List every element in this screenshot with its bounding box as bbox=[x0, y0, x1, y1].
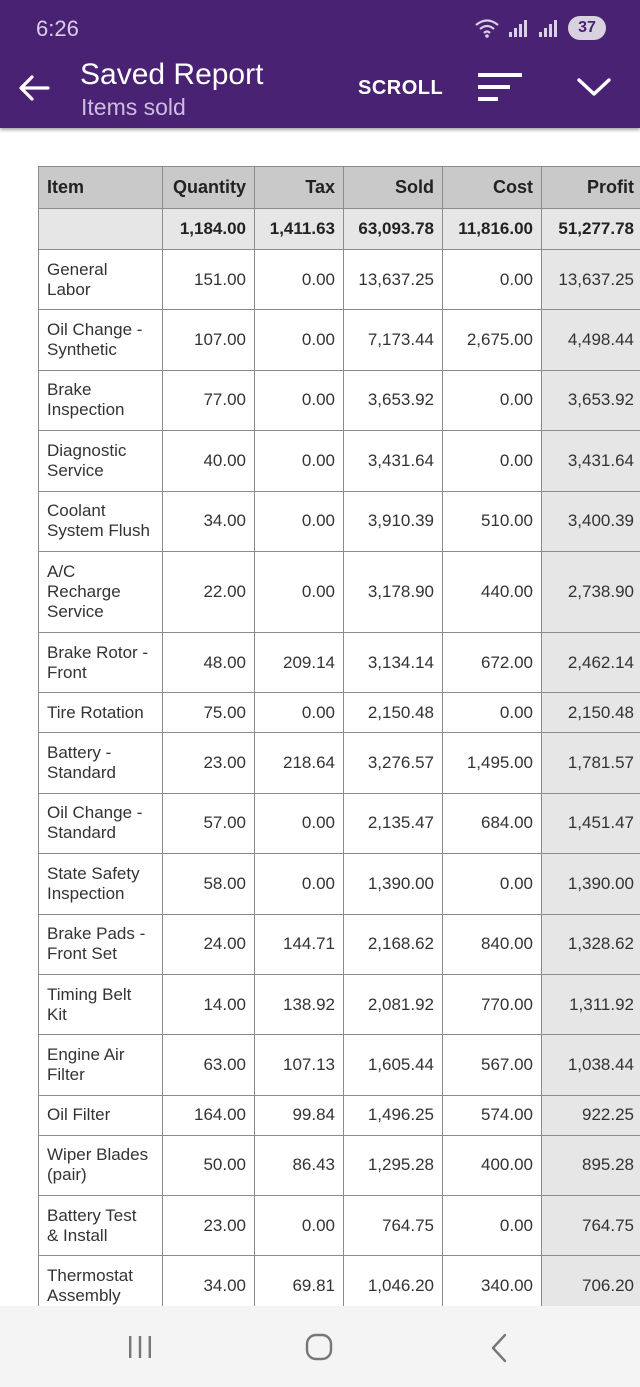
quantity-cell: 34.00 bbox=[163, 491, 255, 551]
item-name-cell: Brake Pads - Front Set bbox=[39, 914, 163, 974]
quantity-cell: 34.00 bbox=[163, 1256, 255, 1306]
profit-cell: 706.20 bbox=[542, 1256, 640, 1306]
quantity-cell: 151.00 bbox=[163, 250, 255, 310]
arrow-left-icon bbox=[18, 74, 50, 102]
item-name-cell: Oil Change - Standard bbox=[39, 793, 163, 853]
tax-cell: 69.81 bbox=[255, 1256, 344, 1306]
table-row[interactable] bbox=[39, 1196, 640, 1256]
item-name-cell: Diagnostic Service bbox=[39, 431, 163, 491]
table-row[interactable] bbox=[39, 491, 640, 551]
sold-cell: 3,653.92 bbox=[344, 370, 443, 430]
sold-cell: 2,150.48 bbox=[344, 693, 443, 733]
system-back-button[interactable] bbox=[488, 1332, 510, 1369]
profit-cell: 2,462.14 bbox=[542, 632, 640, 692]
status-time: 6:26 bbox=[36, 16, 79, 41]
totals-sold: 63,093.78 bbox=[344, 209, 443, 250]
tax-cell: 0.00 bbox=[255, 854, 344, 914]
cost-cell: 0.00 bbox=[443, 1196, 542, 1256]
expand-button[interactable] bbox=[574, 72, 614, 104]
quantity-cell: 57.00 bbox=[163, 793, 255, 853]
tax-cell: 0.00 bbox=[255, 793, 344, 853]
quantity-cell: 40.00 bbox=[163, 431, 255, 491]
sort-menu-button[interactable] bbox=[476, 70, 524, 106]
quantity-cell: 63.00 bbox=[163, 1035, 255, 1095]
quantity-cell: 48.00 bbox=[163, 632, 255, 692]
cost-cell: 400.00 bbox=[443, 1135, 542, 1195]
tax-cell: 86.43 bbox=[255, 1135, 344, 1195]
tax-cell: 209.14 bbox=[255, 632, 344, 692]
item-name-cell: Timing Belt Kit bbox=[39, 974, 163, 1034]
item-name-cell: Battery Test & Install bbox=[39, 1196, 163, 1256]
table-row[interactable] bbox=[39, 793, 640, 853]
profit-cell: 1,451.47 bbox=[542, 793, 640, 853]
tax-cell: 107.13 bbox=[255, 1035, 344, 1095]
cost-cell: 574.00 bbox=[443, 1095, 542, 1135]
quantity-cell: 107.00 bbox=[163, 310, 255, 370]
profit-cell: 2,150.48 bbox=[542, 693, 640, 733]
wifi-icon bbox=[474, 17, 500, 39]
profit-cell: 1,038.44 bbox=[542, 1035, 640, 1095]
profit-cell: 1,390.00 bbox=[542, 854, 640, 914]
page-subtitle: Items sold bbox=[81, 94, 186, 120]
profit-cell: 3,431.64 bbox=[542, 431, 640, 491]
item-name-cell: A/C Recharge Service bbox=[39, 551, 163, 632]
column-header-sold[interactable]: Sold bbox=[344, 167, 443, 209]
profit-cell: 3,400.39 bbox=[542, 491, 640, 551]
item-name-cell: Oil Change - Synthetic bbox=[39, 310, 163, 370]
sold-cell: 13,637.25 bbox=[344, 250, 443, 310]
tax-cell: 0.00 bbox=[255, 250, 344, 310]
sold-cell: 3,178.90 bbox=[344, 551, 443, 632]
table-row[interactable] bbox=[39, 693, 640, 733]
sold-cell: 3,431.64 bbox=[344, 431, 443, 491]
tax-cell: 99.84 bbox=[255, 1095, 344, 1135]
sold-cell: 1,295.28 bbox=[344, 1135, 443, 1195]
table-row[interactable] bbox=[39, 1135, 640, 1195]
table-row[interactable] bbox=[39, 974, 640, 1034]
table-row[interactable] bbox=[39, 854, 640, 914]
system-nav-bar bbox=[0, 1306, 640, 1387]
column-header-quantity[interactable]: Quantity bbox=[163, 167, 255, 209]
items-sold-table bbox=[38, 166, 640, 1306]
sold-cell: 3,134.14 bbox=[344, 632, 443, 692]
sold-cell: 1,390.00 bbox=[344, 854, 443, 914]
quantity-cell: 14.00 bbox=[163, 974, 255, 1034]
sold-cell: 3,276.57 bbox=[344, 733, 443, 793]
profit-cell: 1,311.92 bbox=[542, 974, 640, 1034]
profit-cell: 895.28 bbox=[542, 1135, 640, 1195]
sold-cell: 2,168.62 bbox=[344, 914, 443, 974]
item-name-cell: Engine Air Filter bbox=[39, 1035, 163, 1095]
signal-icon-2 bbox=[538, 18, 560, 38]
quantity-cell: 50.00 bbox=[163, 1135, 255, 1195]
home-button[interactable] bbox=[304, 1332, 334, 1367]
profit-cell: 13,637.25 bbox=[542, 250, 640, 310]
sold-cell: 764.75 bbox=[344, 1196, 443, 1256]
quantity-cell: 24.00 bbox=[163, 914, 255, 974]
column-header-profit[interactable]: Profit bbox=[542, 167, 640, 209]
table-row[interactable] bbox=[39, 551, 640, 632]
cost-cell: 440.00 bbox=[443, 551, 542, 632]
table-header-row bbox=[39, 167, 640, 209]
item-name-cell: Thermostat Assembly bbox=[39, 1256, 163, 1306]
totals-cost: 11,816.00 bbox=[443, 209, 542, 250]
profit-cell: 1,781.57 bbox=[542, 733, 640, 793]
sold-cell: 2,135.47 bbox=[344, 793, 443, 853]
sold-cell: 7,173.44 bbox=[344, 310, 443, 370]
table-row[interactable] bbox=[39, 370, 640, 430]
tax-cell: 0.00 bbox=[255, 551, 344, 632]
quantity-cell: 22.00 bbox=[163, 551, 255, 632]
cost-cell: 510.00 bbox=[443, 491, 542, 551]
profit-cell: 2,738.90 bbox=[542, 551, 640, 632]
item-name-cell: Tire Rotation bbox=[39, 693, 163, 733]
page-title: Saved Report bbox=[80, 58, 264, 91]
cost-cell: 567.00 bbox=[443, 1035, 542, 1095]
signal-icon bbox=[508, 18, 530, 38]
app-bar bbox=[0, 0, 640, 128]
item-name-cell: Wiper Blades (pair) bbox=[39, 1135, 163, 1195]
item-name-cell: Brake Inspection bbox=[39, 370, 163, 430]
home-icon bbox=[304, 1332, 334, 1362]
report-content[interactable] bbox=[0, 128, 640, 1306]
back-button[interactable] bbox=[14, 68, 54, 108]
item-name-cell: Coolant System Flush bbox=[39, 491, 163, 551]
quantity-cell: 58.00 bbox=[163, 854, 255, 914]
quantity-cell: 164.00 bbox=[163, 1095, 255, 1135]
cost-cell: 684.00 bbox=[443, 793, 542, 853]
quantity-cell: 23.00 bbox=[163, 733, 255, 793]
cost-cell: 0.00 bbox=[443, 431, 542, 491]
tax-cell: 0.00 bbox=[255, 1196, 344, 1256]
totals-tax: 1,411.63 bbox=[255, 209, 344, 250]
cost-cell: 0.00 bbox=[443, 250, 542, 310]
profit-cell: 4,498.44 bbox=[542, 310, 640, 370]
recent-apps-icon bbox=[126, 1334, 154, 1360]
table-row[interactable] bbox=[39, 632, 640, 692]
cost-cell: 0.00 bbox=[443, 854, 542, 914]
profit-cell: 3,653.92 bbox=[542, 370, 640, 430]
column-header-item[interactable]: Item bbox=[39, 167, 163, 209]
cost-cell: 1,495.00 bbox=[443, 733, 542, 793]
table-row[interactable] bbox=[39, 1256, 640, 1306]
quantity-cell: 77.00 bbox=[163, 370, 255, 430]
column-header-cost[interactable]: Cost bbox=[443, 167, 542, 209]
chevron-left-icon bbox=[488, 1332, 510, 1364]
item-name-cell: State Safety Inspection bbox=[39, 854, 163, 914]
tax-cell: 138.92 bbox=[255, 974, 344, 1034]
cost-cell: 2,675.00 bbox=[443, 310, 542, 370]
sort-lines-icon bbox=[476, 70, 524, 104]
sold-cell: 1,046.20 bbox=[344, 1256, 443, 1306]
sold-cell: 1,496.25 bbox=[344, 1095, 443, 1135]
table-row[interactable] bbox=[39, 431, 640, 491]
battery-icon: 37 bbox=[568, 16, 606, 40]
item-name-cell: Oil Filter bbox=[39, 1095, 163, 1135]
sold-cell: 2,081.92 bbox=[344, 974, 443, 1034]
scroll-button[interactable]: SCROLL bbox=[358, 77, 444, 99]
tax-cell: 0.00 bbox=[255, 310, 344, 370]
totals-profit: 51,277.78 bbox=[542, 209, 640, 250]
tax-cell: 0.00 bbox=[255, 491, 344, 551]
table-row[interactable] bbox=[39, 733, 640, 793]
tax-cell: 218.64 bbox=[255, 733, 344, 793]
totals-item-cell bbox=[39, 209, 163, 250]
tax-cell: 0.00 bbox=[255, 370, 344, 430]
column-header-tax[interactable]: Tax bbox=[255, 167, 344, 209]
totals-row bbox=[39, 209, 640, 250]
cost-cell: 0.00 bbox=[443, 693, 542, 733]
recent-apps-button[interactable] bbox=[126, 1334, 154, 1365]
status-icons bbox=[474, 16, 606, 40]
tax-cell: 0.00 bbox=[255, 431, 344, 491]
chevron-down-icon bbox=[574, 72, 614, 102]
item-name-cell: Battery - Standard bbox=[39, 733, 163, 793]
quantity-cell: 23.00 bbox=[163, 1196, 255, 1256]
tax-cell: 0.00 bbox=[255, 693, 344, 733]
cost-cell: 672.00 bbox=[443, 632, 542, 692]
table-row[interactable] bbox=[39, 310, 640, 370]
cost-cell: 840.00 bbox=[443, 914, 542, 974]
totals-quantity: 1,184.00 bbox=[163, 209, 255, 250]
cost-cell: 770.00 bbox=[443, 974, 542, 1034]
table-row[interactable] bbox=[39, 250, 640, 310]
item-name-cell: General Labor bbox=[39, 250, 163, 310]
sold-cell: 1,605.44 bbox=[344, 1035, 443, 1095]
profit-cell: 764.75 bbox=[542, 1196, 640, 1256]
sold-cell: 3,910.39 bbox=[344, 491, 443, 551]
cost-cell: 340.00 bbox=[443, 1256, 542, 1306]
item-name-cell: Brake Rotor - Front bbox=[39, 632, 163, 692]
tax-cell: 144.71 bbox=[255, 914, 344, 974]
profit-cell: 1,328.62 bbox=[542, 914, 640, 974]
table-row[interactable] bbox=[39, 1095, 640, 1135]
profit-cell: 922.25 bbox=[542, 1095, 640, 1135]
table-row[interactable] bbox=[39, 1035, 640, 1095]
quantity-cell: 75.00 bbox=[163, 693, 255, 733]
cost-cell: 0.00 bbox=[443, 370, 542, 430]
table-row[interactable] bbox=[39, 914, 640, 974]
